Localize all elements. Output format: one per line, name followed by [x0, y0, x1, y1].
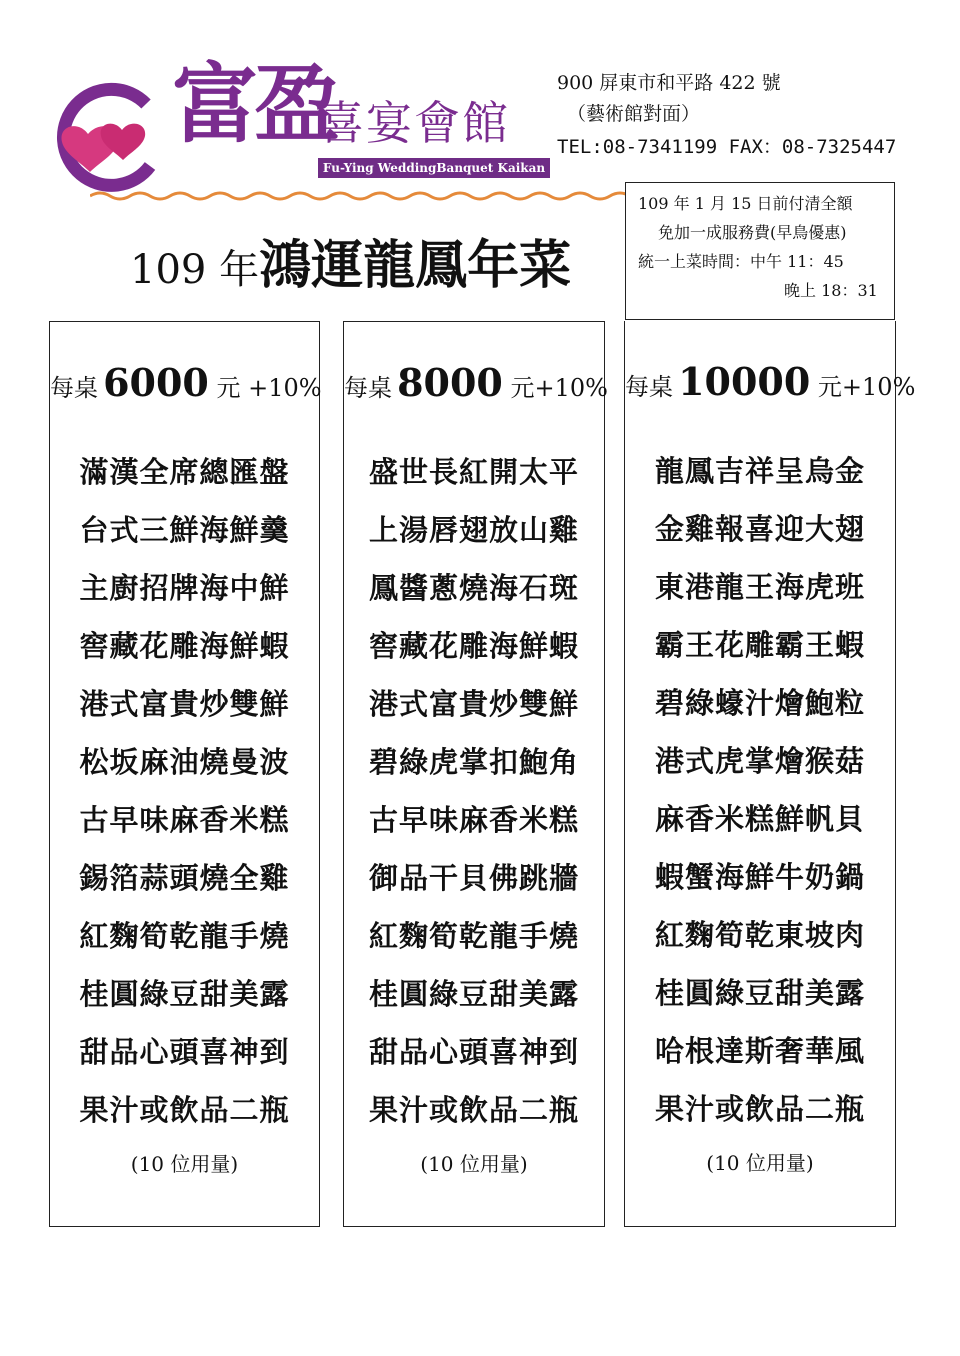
dish-item: 甜品心頭喜神到: [368, 1035, 579, 1069]
dish-item: 蝦蟹海鮮牛奶鍋: [654, 860, 865, 894]
dish-item: 窖藏花雕海鮮蝦: [79, 629, 290, 663]
price-suffix: 元 +10%: [208, 374, 322, 402]
title-name: 鴻運龍鳳年菜: [259, 235, 572, 296]
dish-item: 金雞報喜迎大翅: [654, 512, 865, 546]
dish-item: 桂圓綠豆甜美露: [79, 977, 290, 1011]
dish-item: 古早味麻香米糕: [79, 803, 290, 837]
notice-line: 統一上菜時間：中午 11：45: [638, 252, 844, 271]
dish-item: 哈根達斯奢華風: [654, 1034, 865, 1068]
price-prefix: 每桌: [50, 374, 98, 402]
dish-item: 主廚招牌海中鮮: [79, 571, 290, 605]
dish-item: 台式三鮮海鮮羹: [79, 513, 290, 547]
price-suffix: 元+10%: [810, 373, 916, 401]
payment-notice-box: [625, 182, 895, 320]
dish-list: [625, 451, 895, 1147]
dish-item: 窖藏花雕海鮮蝦: [368, 629, 579, 663]
phone-fax: TEL:08-7341199 FAX：08-7325447: [557, 136, 897, 158]
dish-item: 果汁或飲品二瓶: [654, 1092, 865, 1126]
dish-item: 港式富貴炒雙鮮: [368, 687, 579, 721]
price-amount: 6000: [103, 360, 209, 405]
dish-item: 霸王花雕霸王蝦: [654, 628, 865, 662]
menu-column-10000: [624, 321, 916, 1227]
price-amount: 10000: [678, 359, 811, 404]
dish-item: 碧綠虎掌扣鮑角: [368, 745, 579, 779]
price-suffix: 元+10%: [502, 374, 608, 402]
address: 900 屏東市和平路 422 號: [557, 72, 781, 94]
notice-line: 免加一成服務費(早鳥優惠): [658, 223, 847, 242]
dish-item: 麻香米糕鮮帆貝: [654, 802, 865, 836]
dish-item: 龍鳳吉祥呈烏金: [654, 454, 865, 488]
address-note: （藝術館對面）: [567, 103, 701, 125]
price-amount: 8000: [397, 360, 503, 405]
price-prefix: 每桌: [625, 373, 673, 401]
dish-item: 東港龍王海虎班: [654, 570, 865, 604]
menu-price: [625, 359, 916, 404]
dish-item: 上湯唇翅放山雞: [368, 513, 579, 547]
menu-column-6000: [49, 321, 320, 1227]
notice-line: 109 年 1 月 15 日前付清全額: [638, 194, 853, 213]
dish-list: [344, 452, 604, 1148]
menu-price: [50, 360, 322, 405]
dish-item: 紅麴筍乾東坡肉: [654, 918, 865, 952]
dish-item: 鳳醬蔥燒海石斑: [368, 571, 579, 605]
serving-size: (10 位用量): [706, 1151, 814, 1175]
dish-item: 紅麴筍乾龍手燒: [368, 919, 579, 953]
dish-item: 松坂麻油燒曼波: [79, 745, 290, 779]
logo-main-text: 富盈: [172, 54, 336, 155]
notice-line: 晚上 18：31: [784, 281, 878, 300]
dish-item: 御品干貝佛跳牆: [368, 861, 579, 895]
dish-item: 盛世長紅開太平: [368, 455, 579, 489]
logo-english-text: Fu-Ying WeddingBanquet Kaikan: [318, 158, 550, 178]
dish-item: 港式富貴炒雙鮮: [79, 687, 290, 721]
logo-sub-text: 喜宴會館: [318, 96, 510, 150]
page-title: [130, 235, 572, 296]
dish-item: 果汁或飲品二瓶: [79, 1093, 290, 1127]
dish-item: 古早味麻香米糕: [368, 803, 579, 837]
menu-column-8000: [343, 321, 608, 1227]
dish-item: 碧綠蠔汁燴鮑粒: [654, 686, 865, 720]
title-year: 109 年: [130, 247, 260, 293]
dish-item: 桂圓綠豆甜美露: [368, 977, 579, 1011]
serving-size: (10 位用量): [130, 1152, 239, 1176]
dish-item: 桂圓綠豆甜美露: [654, 976, 865, 1010]
dish-item: 港式虎掌燴猴菇: [654, 744, 865, 778]
dish-list: [50, 452, 319, 1148]
dish-item: 紅麴筍乾龍手燒: [79, 919, 290, 953]
heart-logo-icon: [50, 70, 180, 200]
dish-item: 錫箔蒜頭燒全雞: [79, 861, 290, 895]
serving-size: (10 位用量): [420, 1152, 528, 1176]
dish-item: 甜品心頭喜神到: [79, 1035, 290, 1069]
dish-item: 果汁或飲品二瓶: [368, 1093, 579, 1127]
price-prefix: 每桌: [344, 374, 392, 402]
dish-item: 滿漢全席總匯盤: [79, 455, 290, 489]
menu-price: [344, 360, 608, 405]
